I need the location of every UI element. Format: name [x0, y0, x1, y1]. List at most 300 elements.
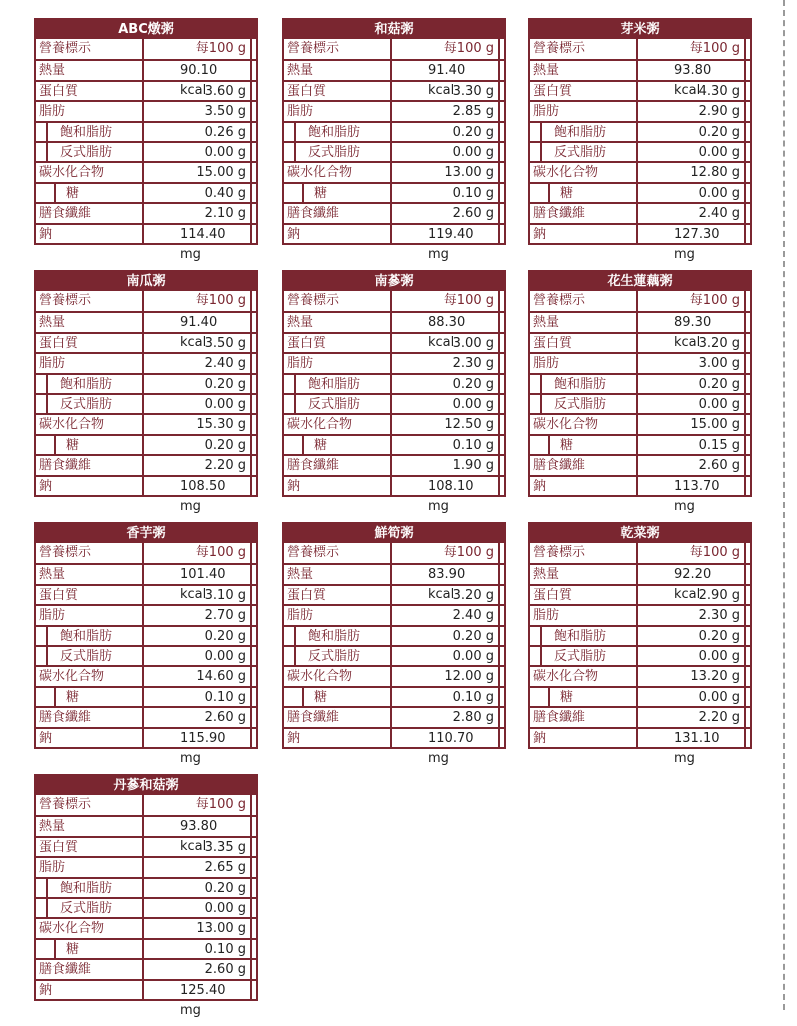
nutrition-row-carbs — [284, 413, 504, 433]
row-value: 108.10 mg — [392, 477, 500, 495]
nutrition-row-sugar — [284, 686, 504, 706]
nutrition-row-sodium — [284, 727, 504, 766]
nutrition-row-protein — [284, 584, 504, 604]
row-label: 糖 — [54, 688, 144, 706]
row-label: 蛋白質 — [284, 334, 392, 352]
row-label: 膳食纖維 — [284, 204, 392, 222]
row-label: 反式脂肪 — [294, 647, 392, 665]
row-value: 13.00 g — [392, 163, 500, 181]
row-label: 脂肪 — [36, 606, 144, 624]
row-value: 14.60 g — [144, 667, 252, 685]
row-value: 每100 g — [392, 39, 500, 59]
row-label: 飽和脂肪 — [46, 627, 144, 645]
row-label: 飽和脂肪 — [46, 375, 144, 393]
nutrition-row-sugar — [36, 434, 256, 454]
nutrition-row-protein — [36, 584, 256, 604]
row-value: 110.70 mg — [392, 729, 500, 747]
row-label: 營養標示 — [36, 543, 144, 563]
row-value: 12.00 g — [392, 667, 500, 685]
row-value: 0.00 g — [392, 143, 500, 161]
row-value: 0.26 g — [144, 123, 252, 141]
nutrition-row-sugar — [36, 686, 256, 706]
row-label: 飽和脂肪 — [294, 375, 392, 393]
row-value: 3.20 g — [638, 334, 746, 352]
row-label: 營養標示 — [36, 39, 144, 59]
row-value: 每100 g — [392, 291, 500, 311]
row-label: 飽和脂肪 — [540, 123, 638, 141]
nutrition-row-protein — [36, 836, 256, 856]
row-value: 每100 g — [638, 39, 746, 59]
nutrition-row-serving — [530, 543, 750, 563]
row-label: 營養標示 — [36, 795, 144, 815]
row-label: 營養標示 — [530, 39, 638, 59]
row-value: 0.10 g — [392, 688, 500, 706]
row-label: 反式脂肪 — [46, 899, 144, 917]
row-label: 碳水化合物 — [36, 667, 144, 685]
nutrition-row-fat — [36, 100, 256, 120]
row-value: 4.30 g — [638, 82, 746, 100]
row-value: 2.60 g — [144, 960, 252, 978]
row-label: 碳水化合物 — [36, 919, 144, 937]
row-value: 2.40 g — [638, 204, 746, 222]
row-label: 鈉 — [284, 225, 392, 243]
nutrition-row-serving — [36, 543, 256, 563]
row-label: 鈉 — [36, 981, 144, 999]
row-label: 糖 — [548, 436, 638, 454]
nutrition-row-sugar — [284, 434, 504, 454]
row-value: 93.80 kcal — [144, 817, 252, 835]
row-label: 蛋白質 — [284, 586, 392, 604]
nutrition-panel — [528, 522, 752, 766]
row-value: 0.20 g — [638, 123, 746, 141]
nutrition-row-sugar — [530, 686, 750, 706]
row-label: 熱量 — [284, 565, 392, 583]
nutrition-row-fiber — [530, 706, 750, 726]
row-value: 0.20 g — [392, 627, 500, 645]
row-value: 113.70 mg — [638, 477, 746, 495]
row-value: 0.00 g — [638, 395, 746, 413]
row-label: 膳食纖維 — [284, 456, 392, 474]
nutrition-row-fat — [530, 100, 750, 120]
row-value: 93.80 kcal — [638, 61, 746, 79]
nutrition-row-sodium — [530, 475, 750, 514]
row-label: 熱量 — [36, 565, 144, 583]
nutrition-row-trans-fat — [36, 141, 256, 161]
row-label: 碳水化合物 — [284, 667, 392, 685]
row-value: 101.40 kcal — [144, 565, 252, 583]
nutrition-row-sat-fat — [36, 373, 256, 393]
row-label: 糖 — [302, 688, 392, 706]
row-value: 2.60 g — [144, 708, 252, 726]
nutrition-row-carbs — [36, 413, 256, 433]
nutrition-row-trans-fat — [36, 393, 256, 413]
row-value: 每100 g — [638, 291, 746, 311]
row-label: 鈉 — [530, 225, 638, 243]
row-value: 3.30 g — [392, 82, 500, 100]
nutrition-row-trans-fat — [284, 645, 504, 665]
row-label: 鈉 — [530, 729, 638, 747]
row-label: 蛋白質 — [36, 82, 144, 100]
row-label: 熱量 — [284, 61, 392, 79]
row-value: 每100 g — [392, 543, 500, 563]
row-value: 115.90 mg — [144, 729, 252, 747]
row-value: 0.00 g — [144, 395, 252, 413]
nutrition-row-fiber — [530, 454, 750, 474]
panel-title: 花生蓮藕粥 — [530, 272, 750, 291]
row-label: 反式脂肪 — [46, 647, 144, 665]
row-label: 熱量 — [530, 313, 638, 331]
nutrition-row-carbs — [530, 161, 750, 181]
row-value: 0.20 g — [638, 375, 746, 393]
nutrition-panel — [34, 522, 258, 766]
row-label: 反式脂肪 — [540, 395, 638, 413]
row-label: 飽和脂肪 — [294, 627, 392, 645]
row-value: 0.00 g — [392, 647, 500, 665]
nutrition-row-serving — [284, 39, 504, 59]
nutrition-row-serving — [284, 291, 504, 311]
row-label: 營養標示 — [284, 39, 392, 59]
row-value: 0.15 g — [638, 436, 746, 454]
nutrition-row-sat-fat — [36, 121, 256, 141]
nutrition-row-sugar — [530, 434, 750, 454]
row-value: 2.20 g — [638, 708, 746, 726]
row-label: 營養標示 — [284, 291, 392, 311]
row-label: 脂肪 — [36, 354, 144, 372]
nutrition-row-sodium — [36, 475, 256, 514]
row-value: 3.20 g — [392, 586, 500, 604]
row-label: 鈉 — [36, 477, 144, 495]
nutrition-row-fiber — [36, 706, 256, 726]
nutrition-row-fat — [36, 352, 256, 372]
row-label: 鈉 — [284, 729, 392, 747]
nutrition-panel — [282, 522, 506, 766]
row-label: 反式脂肪 — [46, 395, 144, 413]
row-label: 膳食纖維 — [36, 960, 144, 978]
row-value: 0.40 g — [144, 184, 252, 202]
nutrition-row-fiber — [284, 706, 504, 726]
nutrition-row-sugar — [36, 182, 256, 202]
row-value: 15.30 g — [144, 415, 252, 433]
row-value: 2.90 g — [638, 586, 746, 604]
row-value: 0.20 g — [144, 375, 252, 393]
row-label: 鈉 — [530, 477, 638, 495]
row-label: 膳食纖維 — [36, 204, 144, 222]
row-label: 蛋白質 — [36, 838, 144, 856]
nutrition-panel — [34, 774, 258, 1018]
nutrition-row-sat-fat — [530, 121, 750, 141]
nutrition-row-protein — [36, 80, 256, 100]
nutrition-row-serving — [530, 291, 750, 311]
row-label: 糖 — [548, 688, 638, 706]
row-value: 13.00 g — [144, 919, 252, 937]
row-value: 83.90 kcal — [392, 565, 500, 583]
nutrition-row-fat — [530, 604, 750, 624]
row-value: 89.30 kcal — [638, 313, 746, 331]
nutrition-row-carbs — [530, 413, 750, 433]
nutrition-row-fiber — [36, 958, 256, 978]
nutrition-row-fiber — [284, 454, 504, 474]
row-label: 糖 — [548, 184, 638, 202]
row-value: 91.40 kcal — [144, 313, 252, 331]
nutrition-row-sodium — [36, 727, 256, 766]
row-value: 90.10 kcal — [144, 61, 252, 79]
row-label: 營養標示 — [530, 291, 638, 311]
row-label: 脂肪 — [530, 606, 638, 624]
nutrition-panel — [282, 270, 506, 514]
nutrition-row-sat-fat — [284, 625, 504, 645]
nutrition-row-fiber — [530, 202, 750, 222]
row-label: 糖 — [54, 436, 144, 454]
row-label: 膳食纖維 — [530, 456, 638, 474]
row-value: 0.10 g — [392, 436, 500, 454]
nutrition-row-fat — [284, 352, 504, 372]
row-value: 2.65 g — [144, 858, 252, 876]
row-value: 0.00 g — [144, 143, 252, 161]
nutrition-row-serving — [36, 795, 256, 815]
row-value: 0.20 g — [144, 436, 252, 454]
nutrition-row-sat-fat — [36, 625, 256, 645]
nutrition-row-serving — [36, 39, 256, 59]
row-value: 2.20 g — [144, 456, 252, 474]
row-value: 0.00 g — [144, 899, 252, 917]
row-label: 脂肪 — [36, 102, 144, 120]
panel-title: 南瓜粥 — [36, 272, 256, 291]
row-value: 2.60 g — [638, 456, 746, 474]
row-value: 每100 g — [144, 291, 252, 311]
row-value: 3.00 g — [638, 354, 746, 372]
row-value: 12.80 g — [638, 163, 746, 181]
nutrition-row-carbs — [284, 161, 504, 181]
row-value: 2.60 g — [392, 204, 500, 222]
row-label: 蛋白質 — [284, 82, 392, 100]
nutrition-row-fat — [36, 604, 256, 624]
row-label: 鈉 — [36, 729, 144, 747]
nutrition-row-trans-fat — [530, 645, 750, 665]
nutrition-panel — [528, 18, 752, 262]
row-label: 蛋白質 — [36, 586, 144, 604]
nutrition-row-trans-fat — [36, 897, 256, 917]
row-value: 2.30 g — [638, 606, 746, 624]
row-label: 脂肪 — [530, 102, 638, 120]
row-value: 0.10 g — [144, 940, 252, 958]
row-label: 糖 — [302, 436, 392, 454]
row-value: 3.00 g — [392, 334, 500, 352]
panel-title: 丹蔘和菇粥 — [36, 776, 256, 795]
row-value: 0.00 g — [638, 184, 746, 202]
nutrition-panel — [34, 18, 258, 262]
row-label: 飽和脂肪 — [46, 123, 144, 141]
nutrition-row-serving — [284, 543, 504, 563]
row-value: 3.50 g — [144, 102, 252, 120]
nutrition-row-fiber — [36, 202, 256, 222]
row-label: 膳食纖維 — [36, 456, 144, 474]
nutrition-row-sodium — [530, 727, 750, 766]
row-value: 2.30 g — [392, 354, 500, 372]
row-value: 每100 g — [144, 795, 252, 815]
row-value: 0.20 g — [638, 627, 746, 645]
row-value: 2.90 g — [638, 102, 746, 120]
nutrition-row-protein — [530, 332, 750, 352]
row-label: 脂肪 — [284, 354, 392, 372]
row-value: 0.00 g — [638, 688, 746, 706]
nutrition-row-carbs — [284, 665, 504, 685]
panel-title: 芽米粥 — [530, 20, 750, 39]
row-value: 88.30 kcal — [392, 313, 500, 331]
row-label: 營養標示 — [530, 543, 638, 563]
row-label: 碳水化合物 — [530, 667, 638, 685]
row-label: 熱量 — [284, 313, 392, 331]
row-label: 碳水化合物 — [284, 415, 392, 433]
nutrition-row-sugar — [36, 938, 256, 958]
row-value: 119.40 mg — [392, 225, 500, 243]
row-label: 反式脂肪 — [294, 395, 392, 413]
row-value: 3.35 g — [144, 838, 252, 856]
nutrition-row-protein — [36, 332, 256, 352]
row-label: 熱量 — [530, 565, 638, 583]
row-value: 0.00 g — [638, 647, 746, 665]
panel-title: 鮮筍粥 — [284, 524, 504, 543]
row-label: 熱量 — [36, 61, 144, 79]
row-value: 114.40 mg — [144, 225, 252, 243]
row-value: 0.10 g — [392, 184, 500, 202]
row-label: 飽和脂肪 — [46, 879, 144, 897]
row-value: 127.30 mg — [638, 225, 746, 243]
row-label: 熱量 — [36, 817, 144, 835]
row-label: 營養標示 — [284, 543, 392, 563]
row-label: 蛋白質 — [530, 586, 638, 604]
panel-title: 乾菜粥 — [530, 524, 750, 543]
row-value: 3.10 g — [144, 586, 252, 604]
row-value: 13.20 g — [638, 667, 746, 685]
row-value: 15.00 g — [638, 415, 746, 433]
row-label: 碳水化合物 — [36, 415, 144, 433]
nutrition-row-trans-fat — [530, 141, 750, 161]
row-value: 每100 g — [638, 543, 746, 563]
row-value: 0.20 g — [392, 375, 500, 393]
nutrition-row-serving — [530, 39, 750, 59]
nutrition-row-sodium — [36, 979, 256, 1018]
row-value: 92.20 kcal — [638, 565, 746, 583]
nutrition-row-carbs — [36, 665, 256, 685]
nutrition-row-fat — [530, 352, 750, 372]
row-label: 碳水化合物 — [284, 163, 392, 181]
row-value: 2.80 g — [392, 708, 500, 726]
row-value: 0.20 g — [392, 123, 500, 141]
nutrition-row-sodium — [284, 223, 504, 262]
row-label: 飽和脂肪 — [540, 375, 638, 393]
row-value: 3.50 g — [144, 334, 252, 352]
nutrition-row-protein — [530, 584, 750, 604]
row-value: 2.10 g — [144, 204, 252, 222]
row-label: 脂肪 — [284, 102, 392, 120]
nutrition-row-trans-fat — [284, 141, 504, 161]
row-label: 反式脂肪 — [540, 143, 638, 161]
nutrition-row-protein — [284, 80, 504, 100]
nutrition-row-fiber — [284, 202, 504, 222]
panel-title: 香芋粥 — [36, 524, 256, 543]
row-label: 脂肪 — [36, 858, 144, 876]
row-label: 碳水化合物 — [530, 163, 638, 181]
nutrition-row-sodium — [36, 223, 256, 262]
nutrition-row-carbs — [530, 665, 750, 685]
row-value: 1.90 g — [392, 456, 500, 474]
nutrition-row-carbs — [36, 917, 256, 937]
row-label: 熱量 — [36, 313, 144, 331]
row-label: 蛋白質 — [530, 82, 638, 100]
nutrition-row-sugar — [284, 182, 504, 202]
row-value: 2.40 g — [392, 606, 500, 624]
panel-title: ABC燉粥 — [36, 20, 256, 39]
row-label: 蛋白質 — [530, 334, 638, 352]
nutrition-row-carbs — [36, 161, 256, 181]
row-value: 每100 g — [144, 543, 252, 563]
row-label: 鈉 — [284, 477, 392, 495]
row-value: 0.00 g — [638, 143, 746, 161]
nutrition-row-protein — [530, 80, 750, 100]
nutrition-row-fat — [36, 856, 256, 876]
nutrition-row-sat-fat — [284, 373, 504, 393]
row-label: 鈉 — [36, 225, 144, 243]
nutrition-row-sat-fat — [284, 121, 504, 141]
nutrition-panel — [34, 270, 258, 514]
nutrition-row-sodium — [284, 475, 504, 514]
row-value: 131.10 mg — [638, 729, 746, 747]
row-value: 0.00 g — [392, 395, 500, 413]
row-value: 0.10 g — [144, 688, 252, 706]
panel-title: 南蔘粥 — [284, 272, 504, 291]
nutrition-row-fat — [284, 100, 504, 120]
panel-title: 和菇粥 — [284, 20, 504, 39]
row-value: 每100 g — [144, 39, 252, 59]
row-value: 0.00 g — [144, 647, 252, 665]
row-label: 脂肪 — [284, 606, 392, 624]
cut-line — [783, 0, 785, 1010]
row-label: 反式脂肪 — [540, 647, 638, 665]
row-label: 糖 — [54, 184, 144, 202]
nutrition-panel — [528, 270, 752, 514]
row-label: 膳食纖維 — [284, 708, 392, 726]
nutrition-row-sat-fat — [36, 877, 256, 897]
row-label: 脂肪 — [530, 354, 638, 372]
nutrition-row-serving — [36, 291, 256, 311]
row-label: 糖 — [54, 940, 144, 958]
nutrition-row-protein — [284, 332, 504, 352]
row-value: 15.00 g — [144, 163, 252, 181]
row-value: 12.50 g — [392, 415, 500, 433]
nutrition-row-trans-fat — [530, 393, 750, 413]
row-value: 91.40 kcal — [392, 61, 500, 79]
nutrition-row-trans-fat — [284, 393, 504, 413]
row-label: 飽和脂肪 — [294, 123, 392, 141]
row-label: 蛋白質 — [36, 334, 144, 352]
row-label: 反式脂肪 — [294, 143, 392, 161]
row-label: 膳食纖維 — [530, 204, 638, 222]
row-label: 營養標示 — [36, 291, 144, 311]
row-label: 碳水化合物 — [36, 163, 144, 181]
row-value: 2.70 g — [144, 606, 252, 624]
row-label: 飽和脂肪 — [540, 627, 638, 645]
row-value: 0.20 g — [144, 627, 252, 645]
nutrition-row-sat-fat — [530, 373, 750, 393]
row-label: 膳食纖維 — [530, 708, 638, 726]
nutrition-row-fiber — [36, 454, 256, 474]
row-value: 0.20 g — [144, 879, 252, 897]
row-value: 108.50 mg — [144, 477, 252, 495]
row-value: 125.40 mg — [144, 981, 252, 999]
nutrition-row-fat — [284, 604, 504, 624]
row-label: 熱量 — [530, 61, 638, 79]
row-label: 膳食纖維 — [36, 708, 144, 726]
